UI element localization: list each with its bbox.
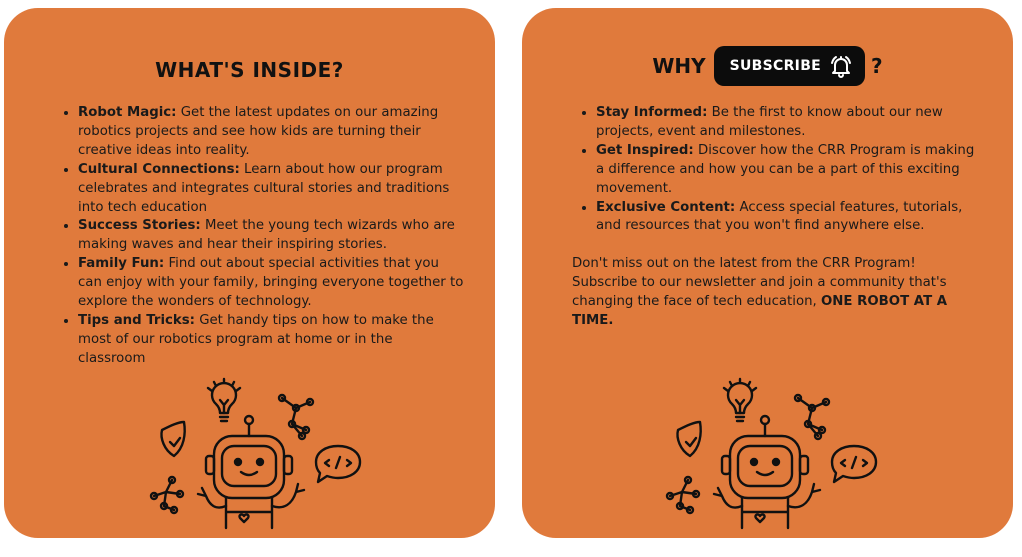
list-item xyxy=(596,199,982,237)
question-mark: ? xyxy=(871,54,883,78)
check-shield-icon xyxy=(678,422,701,456)
list-item xyxy=(78,161,464,218)
robot-illustration xyxy=(650,374,890,534)
item-text: Learn about how our program celebrates and integrates cultural stories and traditions into tech education xyxy=(78,161,450,215)
code-chat-bubble-icon xyxy=(316,446,360,482)
network-node-icon xyxy=(795,395,829,439)
item-text: Get the latest updates on our amazing robotics projects and see how kids are turning their creative ideas into reality. xyxy=(78,105,439,158)
list-item xyxy=(78,255,464,312)
item-text: Discover how the CRR Program is making a difference and how you can be a part of this exciting movement. xyxy=(596,142,975,196)
item-label: Get Inspired: xyxy=(596,142,694,158)
why-subscribe-title xyxy=(522,46,1013,86)
why-label: WHY xyxy=(652,54,706,78)
paragraph-text: Don't miss out on the latest from the CRR Program! Subscribe to our newsletter and join a community that's changing the face of tech education, xyxy=(572,256,947,309)
item-text: Be the first to know about our new projects, event and milestones. xyxy=(596,105,943,139)
robot-illustration xyxy=(134,374,374,534)
list-item xyxy=(78,312,464,369)
lightbulb-icon xyxy=(724,379,756,421)
paragraph-emphasis: ONE ROBOT AT A TIME. xyxy=(572,293,948,328)
item-text: Access special features, tutorials, and resources that you won't find anywhere else. xyxy=(596,199,963,234)
item-label: Robot Magic: xyxy=(78,105,177,120)
whats-inside-card xyxy=(4,8,495,538)
list-item xyxy=(78,217,464,255)
why-subscribe-card xyxy=(522,8,1013,538)
lightbulb-icon xyxy=(208,379,240,421)
item-label: Family Fun: xyxy=(78,256,165,272)
item-label: Cultural Connections: xyxy=(78,161,240,177)
item-label: Stay Informed: xyxy=(596,105,708,120)
check-shield-icon xyxy=(162,422,185,456)
why-subscribe-list xyxy=(572,104,982,236)
subscribe-badge xyxy=(714,46,865,86)
item-text: Find out about special activities that you can enjoy with your family, bringing everyone together to explore the wonders of technology. xyxy=(78,256,464,310)
item-text: Meet the young tech wizards who are making waves and hear their inspiring stories. xyxy=(78,218,455,253)
list-item xyxy=(78,104,464,161)
list-item xyxy=(596,142,982,199)
item-label: Success Stories: xyxy=(78,218,201,234)
subscribe-paragraph xyxy=(572,255,982,331)
list-item xyxy=(596,104,982,142)
whats-inside-list xyxy=(54,104,464,369)
item-label: Tips and Tricks: xyxy=(78,312,195,328)
code-chat-bubble-icon xyxy=(832,446,876,482)
network-node-icon xyxy=(279,395,313,439)
whats-inside-title: WHAT'S INSIDE? xyxy=(155,58,344,82)
bell-icon xyxy=(829,54,853,78)
item-label: Exclusive Content: xyxy=(596,199,736,215)
item-text: Get handy tips on how to make the most of our robotics program at home or in the classroom xyxy=(78,312,434,366)
subscribe-label: SUBSCRIBE xyxy=(729,58,822,74)
